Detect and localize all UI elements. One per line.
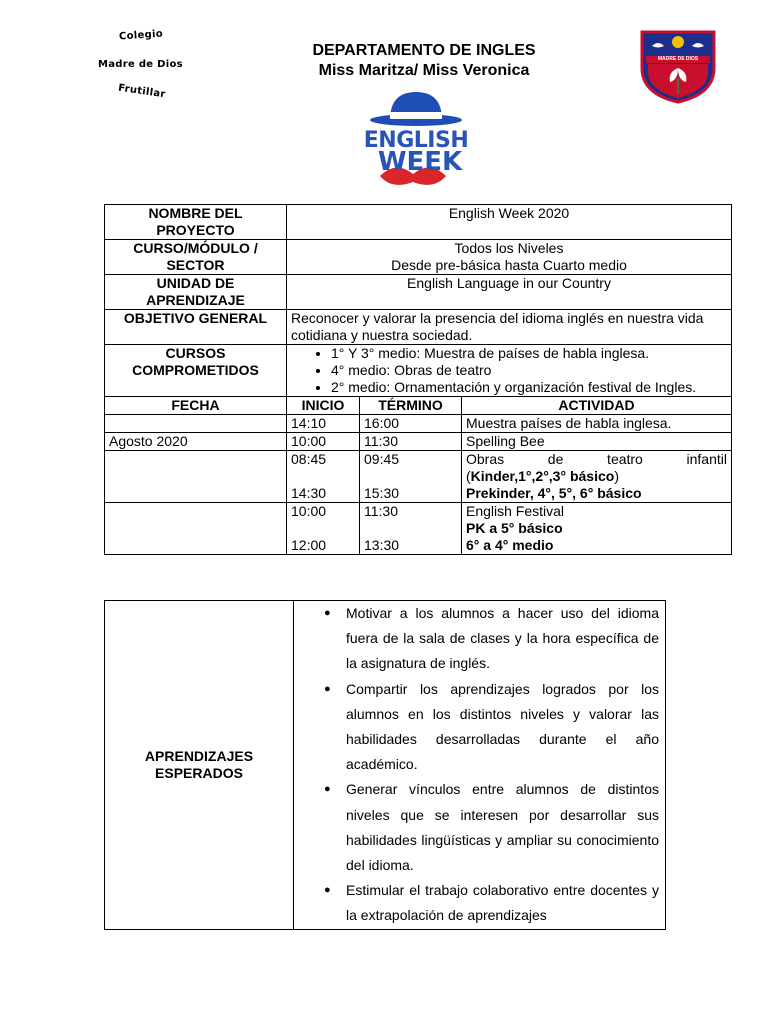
english-week-logo bbox=[350, 90, 476, 199]
table-row bbox=[105, 275, 732, 310]
header-actividad: ACTIVIDAD bbox=[462, 397, 732, 415]
list-item: ● Generar vínculos entre alumnos de distintos niveles que se interesen por desarrollar sus habilidades lingüísticas y ampliar su conocimiento del idioma. bbox=[346, 777, 659, 878]
list-item: • 2° medio: Ornamentación y organización festival de Ingles. bbox=[331, 379, 727, 396]
unit-value: English Language in our Country bbox=[287, 275, 732, 310]
termino-time: 11:30 bbox=[364, 503, 398, 519]
fecha-cell bbox=[105, 415, 287, 433]
actividad-group-2: 6° a 4° medio bbox=[466, 537, 554, 553]
inicio-cell: 10:00 bbox=[287, 433, 360, 451]
actividad-cell: Spelling Bee bbox=[462, 433, 732, 451]
table-row bbox=[105, 503, 732, 555]
courses-list-cell bbox=[287, 345, 732, 397]
aprendizajes-label-line2: ESPERADOS bbox=[155, 764, 243, 781]
termino-cell bbox=[360, 503, 462, 555]
school-crest bbox=[638, 28, 718, 109]
aprendizajes-list bbox=[294, 601, 659, 929]
inicio-time: 12:00 bbox=[291, 537, 327, 553]
header-fecha: FECHA bbox=[105, 397, 287, 415]
inicio-cell bbox=[287, 451, 360, 503]
actividad-cell: Muestra países de habla inglesa. bbox=[462, 415, 732, 433]
table-row bbox=[105, 310, 732, 345]
termino-time: 13:30 bbox=[364, 537, 400, 553]
list-item: ● Motivar a los alumnos a hacer uso del idioma fuera de la sala de clases y la hora específica de la asignatura de inglés. bbox=[346, 601, 659, 677]
course-value-line2: Desde pre-básica hasta Cuarto medio bbox=[391, 257, 627, 273]
fecha-cell bbox=[105, 451, 287, 503]
termino-cell: 16:00 bbox=[360, 415, 462, 433]
termino-time: 15:30 bbox=[364, 485, 400, 501]
table-row bbox=[105, 433, 732, 451]
termino-cell: 11:30 bbox=[360, 433, 462, 451]
objective-value: Reconocer y valorar la presencia del idioma inglés en nuestra vida cotidiana y nuestra sociedad. bbox=[287, 310, 732, 345]
list-item: • 4° medio: Obras de teatro bbox=[331, 362, 727, 379]
header-termino: TÉRMINO bbox=[360, 397, 462, 415]
project-name-value: English Week 2020 bbox=[287, 205, 732, 240]
crest-motto: MADRE DE DIOS bbox=[657, 56, 699, 62]
inicio-time: 08:45 bbox=[291, 451, 327, 467]
actividad-cell bbox=[462, 503, 732, 555]
courses-list bbox=[291, 345, 727, 396]
actividad-title: Obras de teatro infantil bbox=[466, 451, 727, 467]
termino-cell bbox=[360, 451, 462, 503]
unit-label: UNIDAD DE APRENDIZAJE bbox=[105, 275, 287, 310]
table-row bbox=[105, 451, 732, 503]
table-row bbox=[105, 240, 732, 275]
table-row bbox=[105, 601, 666, 930]
courses-label: CURSOS COMPROMETIDOS bbox=[105, 345, 287, 397]
department-title: DEPARTAMENTO DE INGLES bbox=[312, 42, 536, 59]
course-value bbox=[287, 240, 732, 275]
actividad-group-2: Prekinder, 4°, 5°, 6° básico bbox=[466, 485, 642, 501]
project-name-label: NOMBRE DEL PROYECTO bbox=[105, 205, 287, 240]
list-item: • 1° Y 3° medio: Muestra de países de habla inglesa. bbox=[331, 345, 727, 362]
fecha-cell bbox=[105, 503, 287, 555]
table-row bbox=[105, 415, 732, 433]
actividad-cell bbox=[462, 451, 732, 503]
teachers-subtitle: Miss Maritza/ Miss Veronica bbox=[318, 62, 530, 79]
table-row bbox=[105, 345, 732, 397]
logo-word-week: WEEK bbox=[377, 147, 463, 177]
school-name-line1: Colegio bbox=[118, 28, 164, 43]
inicio-time: 14:30 bbox=[291, 485, 327, 501]
course-label: CURSO/MÓDULO / SECTOR bbox=[105, 240, 287, 275]
list-item: ● Estimular el trabajo colaborativo entre docentes y la extrapolación de aprendizajes bbox=[346, 878, 659, 928]
actividad-title: English Festival bbox=[466, 503, 565, 519]
school-name-line3: Frutillar bbox=[117, 82, 167, 101]
aprendizajes-list-cell bbox=[294, 601, 666, 930]
school-name-line2: Madre de Dios bbox=[98, 59, 183, 70]
inicio-cell bbox=[287, 503, 360, 555]
list-item: ● Compartir los aprendizajes logrados por los alumnos en los distintos niveles y valorar las habilidades desarrolladas durante el año académico. bbox=[346, 677, 659, 778]
inicio-cell: 14:10 bbox=[287, 415, 360, 433]
aprendizajes-label-line1: APRENDIZAJES bbox=[144, 747, 254, 764]
schedule-header-row bbox=[105, 397, 732, 415]
objective-label: OBJETIVO GENERAL bbox=[105, 310, 287, 345]
project-table bbox=[104, 204, 732, 555]
actividad-group: (Kinder,1°,2°,3° básico) bbox=[466, 468, 619, 484]
fecha-cell: Agosto 2020 bbox=[105, 433, 287, 451]
aprendizajes-label bbox=[105, 601, 294, 930]
course-value-line1: Todos los Niveles bbox=[454, 240, 564, 256]
actividad-group-text: Kinder,1°,2°,3° básico bbox=[470, 468, 615, 484]
table-row bbox=[105, 205, 732, 240]
termino-time: 09:45 bbox=[364, 451, 400, 467]
header-inicio: INICIO bbox=[287, 397, 360, 415]
logo-word-english: ENGLISH bbox=[363, 128, 469, 153]
inicio-time: 10:00 bbox=[291, 503, 327, 519]
actividad-group: PK a 5° básico bbox=[466, 520, 563, 536]
aprendizajes-table bbox=[104, 600, 666, 930]
